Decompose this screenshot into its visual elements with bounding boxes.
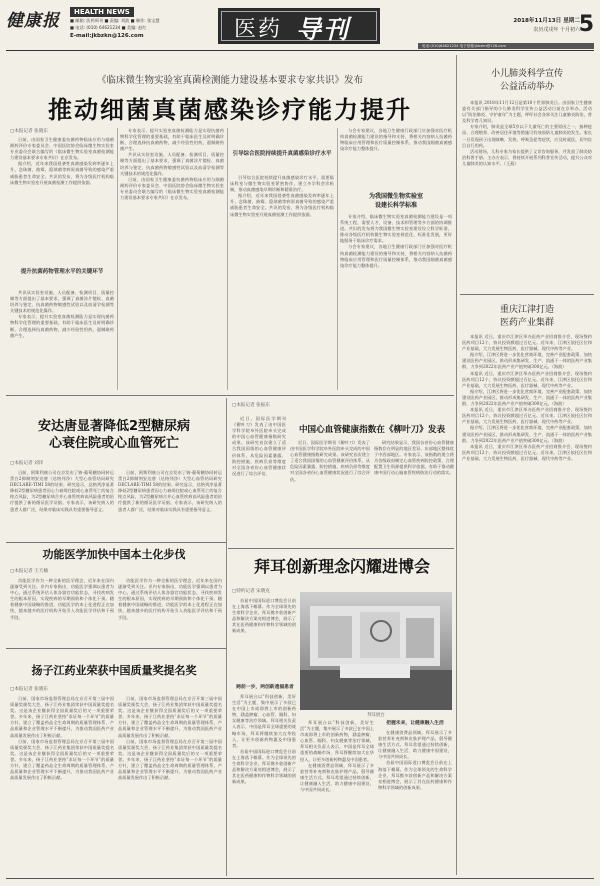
yangzi-paragraph: 日前，国家市场监督管理总局在京召开第三届中国质量奖颁奖大会，扬子江药业集团荣获中国质量奖提名奖。这是该企业继获得全国质量奖后的又一项重要荣誉。多年来，扬子江药业坚持“求证每一个环节”的质量方针，建立了覆盖药品全生命周期的质量管理体系，产品质量和企业管理水平不断提升，为推动我国医药产业高质量发展作出了积极贡献。 xyxy=(118,696,222,738)
header-strip xyxy=(418,43,594,49)
booth-counter xyxy=(340,664,410,678)
date-block xyxy=(468,12,594,42)
jiangjin-paragraph: 本报讯 近日，重庆市江津区举办医药产业招商推介会，现场签约医药项目12个，协议投资额超过百亿元。近年来，江津区依托区位和产业基础，大力发展生物医药、医疗器械、现代中药等产业。 xyxy=(462,443,592,461)
microbio-paragraph: 专家介绍，临床微生物实验室真菌检测能力建设是一项系统工程，需要人才、设备、技术和管理等多方面的协调推进。共识的发布将为我国微生物实验室建设设立科学标准，推动各级医疗机构微生物实验室规范化、标准化发展，更好地服务于临床诊疗需求。 xyxy=(340,214,452,244)
jiangjin-paragraph: 本报讯 近日，重庆市江津区举办医药产业招商推介会，现场签约医药项目12个，协议投资额超过百亿元。近年来，江津区依托区位和产业基础，大力发展生物医药、医疗器械、现代中药等产业。 xyxy=(462,407,592,425)
yangzi-col-1 xyxy=(10,696,114,876)
knowledge-col-2 xyxy=(118,578,222,646)
bayer-subhead-2: 把握未来，让健康融入生活 xyxy=(386,721,444,726)
masthead-block xyxy=(6,4,160,46)
booth-panel xyxy=(406,618,434,658)
main-paragraph: 与会专家建议，各地卫生健康行政部门应加强对医疗机构真菌检测能力建设的指导和支持，将相关内容纳入抗菌药物临床应用管理和医疗质量控制体系，推动我国细菌真菌感染诊疗能力整体提升。 xyxy=(340,244,452,268)
section-title-guide: 导刊 xyxy=(296,15,351,44)
main-pretitle: 《临床微生物实验室真菌检测能力建设基本要求专家共识》发布 xyxy=(96,75,363,86)
pneumonia-paragraph: 专家介绍，肺炎是全球5岁以下儿童死亡的主要原因之一，接种疫苗、合理喂养、改善居住环境等措施可有效预防儿童肺炎的发生。家长一旦发现孩子出现咳嗽、发热、呼吸急促等症状，应及时就医，切勿盲目自行用药。 xyxy=(462,124,592,148)
jiangjin-title-line1: 重庆江津打造 xyxy=(499,305,554,315)
index-title: 中国心血管健康指数在《柳叶刀》发表 xyxy=(298,425,446,435)
main-subhead-1: 提升抗菌药物管理水平的关键环节 xyxy=(20,269,104,275)
main-paragraph: 日前，由国家卫生健康委抗菌药物临床应用与细菌耐药评价专家委员会、中国医院协会临床微生物实验室专业委员会联合编写的《临床微生物实验室真菌检测能力建设基本要求专家共识》在京发布。 xyxy=(120,176,224,201)
lunar-date: 农历戊戌年 十月初六 xyxy=(533,27,580,33)
antidiabetic-col-1 xyxy=(10,470,114,540)
main-paragraph: 专家表示，提升实验室真菌检测能力是实现抗菌药物科学化管理的重要基础，有助于临床医生及时明确诊断，合理选择抗真菌药物，减少经验性用药，遏制耐药菌产生。 xyxy=(10,314,114,338)
right-title-1 xyxy=(460,68,594,94)
jiangjin-paragraph: 据介绍，江津区将进一步优化营商环境，完善产业配套政策，加快建设医药产业园区，推动形成集研发、生产、流通于一体的医药产业集群，力争到2022年医药产业产值突破300亿元。（海波） xyxy=(462,388,592,407)
right-body-2 xyxy=(462,334,592,874)
bayer-subhead-1: 跨前一步，两创新遗福患者 xyxy=(236,685,294,690)
knowledge-byline: □本报记者 王天楠 xyxy=(10,569,48,574)
masthead-logo: 健康报 xyxy=(6,11,60,31)
main-paragraph: 共识从实验室设施、人员配备、检测项目、质量控制等方面提出了基本要求，强调了真菌涂片镜检、真菌培养与鉴定、抗真菌药物敏感性试验以及血清学检测等关键技术的规范化操作。 xyxy=(10,290,114,314)
index-paragraph: 近日，国际医学期刊《柳叶刀》发表了由中国医学科学院阜外医院牵头完成的中国心血管健康指数研究成果。该研究首次建立了适合我国国情的心血管健康评价体系，从危险因素暴露、防控措施、疾病负担等维度对全国各省份心血管健康状况进行了综合评估。 xyxy=(232,416,286,476)
antidiabetic-title-line2: 心衰住院或心血管死亡 xyxy=(48,436,179,451)
page-number: 5 xyxy=(578,12,594,37)
microbio-title xyxy=(340,192,452,210)
bayer-paragraph: 在健康消费品领域，拜耳展示了多款营养补充剂和皮肤护理产品，倡导健康生活方式。拜耳希望通过持续创新，让健康融入生活，助力健康中国建设，与中国共同成长。 xyxy=(378,730,452,760)
booth-panel xyxy=(318,616,352,658)
yangzi-title: 扬子江药业荣获中国质量奖提名奖 xyxy=(31,664,197,677)
antidiabetic-title-line1: 安达唐显著降低2型糖尿病 xyxy=(37,419,191,434)
bayer-col-1b xyxy=(232,694,296,876)
meta-line-2: ■ 电话: (010) 64621234 ■ 美编: 赵红 xyxy=(70,25,147,30)
main-col-2 xyxy=(120,128,224,390)
main-paragraph: 专家表示，提升实验室真菌检测能力是实现抗菌药物科学化管理的重要基础，有助于临床医生及时明确诊断，合理选择抗真菌药物，减少经验性用药，遏制耐药菌产生。 xyxy=(120,128,224,152)
antidiabetic-byline: □本报记者 刘洋 xyxy=(10,461,44,466)
bayer-paragraph: 拜耳展台以“科技创新，美好生活”为主题，集中展示了多款已在中国上市或即将上市的创新药物，涵盖肿瘤、心血管、眼科、妇女健康等治疗领域。拜耳相关负责人表示，中国是拜耳全球重要的战略市场，拜耳将继续加大在华投入，让更多创新药物惠及中国患者。 xyxy=(232,694,296,748)
meta-line-1: ■ 邮箱: 医药周刊 ■ 责编: 刘波 ■ 制作: 张宝慧 xyxy=(70,18,160,23)
main-subhead-2: 引导综合医院持续提升真菌感染诊疗水平 xyxy=(232,151,332,157)
main-byline: □本报记者 张晓东 xyxy=(10,129,48,134)
section-title-box xyxy=(218,8,380,44)
yangzi-paragraph: 日前，国家市场监督管理总局在京召开第三届中国质量奖颁奖大会，扬子江药业集团荣获中国质量奖提名奖。这是该企业继获得全国质量奖后的又一项重要荣誉。多年来，扬子江药业坚持“求证每一个环节”的质量方针，建立了覆盖药品全生命周期的质量管理体系，产品质量和企业管理水平不断提升，为推动我国医药产业高质量发展作出了积极贡献。 xyxy=(10,696,114,738)
section-title-medicine: 医药 xyxy=(234,17,283,42)
main-paragraph: 与会专家建议，各地卫生健康行政部门应加强对医疗机构真菌检测能力建设的指导和支持，将相关内容纳入抗菌药物临床应用管理和医疗质量控制体系，推动我国细菌真菌感染诊疗能力整体提升。 xyxy=(340,128,452,152)
main-col-4 xyxy=(340,128,452,188)
bayer-logo-icon xyxy=(370,620,392,642)
index-byline: □本报记者 张振东 xyxy=(232,403,270,408)
bayer-title: 拜耳创新理念闪耀进博会 xyxy=(253,557,430,576)
jiangjin-paragraph: 据介绍，江津区将进一步优化营商环境，完善产业配套政策，加快建设医药产业园区，推动形成集研发、生产、流通于一体的医药产业集群，力争到2022年医药产业产值突破300亿元。（海波） xyxy=(462,425,592,443)
jiangjin-title-line2: 医药产业集群 xyxy=(499,318,554,328)
jiangjin-paragraph: 据介绍，江津区将进一步优化营商环境，完善产业配套政策，加快建设医药产业园区，推动形成集研发、生产、流通于一体的医药产业集群，力争到2022年医药产业产值突破300亿元。（海波） xyxy=(462,352,592,370)
index-col-2 xyxy=(290,440,370,546)
main-col-1b xyxy=(10,290,114,390)
pneumonia-paragraph: 活动现场，儿科专家为家长提供了义诊咨询服务，并发放了肺炎防治科普手册。主办方表示，将持续开展系列科普宣传活动，提升公众对儿童肺炎的认知水平。（王燕） xyxy=(462,148,592,166)
bayer-paragraph: 首届中国国际进口博览会日前在上海落下帷幕。作为全球领先的生命科学企业，拜耳携多款创新产品和解决方案亮相进博会，展示了其在医药健康和作物科学领域的创新成果。 xyxy=(232,598,296,634)
index-paragraph: 近日，国际医学期刊《柳叶刀》发表了由中国医学科学院阜外医院牵头完成的中国心血管健康指数研究成果。该研究首次建立了适合我国国情的心血管健康评价体系，从危险因素暴露、防控措施、疾病负担等维度对全国各省份心血管健康状况进行了综合评估。 xyxy=(290,440,370,482)
bayer-col-1 xyxy=(232,598,296,682)
right-title-2 xyxy=(460,304,594,330)
antidiabetic-col-2 xyxy=(118,470,222,540)
bayer-booth-photo xyxy=(300,592,452,710)
bayer-col-3 xyxy=(378,730,452,876)
bayer-byline: □特约记者 宋晓克 xyxy=(232,589,270,594)
header-rule xyxy=(6,50,594,51)
main-col-3 xyxy=(230,175,334,390)
microbio-title-line1: 为我国微生物实验室 xyxy=(368,193,423,200)
jiangjin-paragraph: 本报讯 近日，重庆市江津区举办医药产业招商推介会，现场签约医药项目12个，协议投资额超过百亿元。近年来，江津区依托区位和产业基础，大力发展生物医药、医疗器械、现代中药等产业。 xyxy=(462,334,592,352)
bayer-paragraph: 在健康消费品领域，拜耳展示了多款营养补充剂和皮肤护理产品，倡导健康生活方式。拜耳希望通过持续创新，让健康融入生活，助力健康中国建设，与中国共同成长。 xyxy=(300,762,374,793)
issue-date: 2018年11月13日 星期二 xyxy=(513,18,580,24)
main-paragraph: 日前，由国家卫生健康委抗菌药物临床应用与细菌耐药评价专家委员会、中国医院协会临床微生物实验室专业委员会联合编写的《临床微生物实验室真菌检测能力建设基本要求专家共识》在京发布。 xyxy=(10,137,114,161)
yangzi-paragraph: 日前，国家市场监督管理总局在京召开第三届中国质量奖颁奖大会，扬子江药业集团荣获中国质量奖提名奖。这是该企业继获得全国质量奖后的又一项重要荣誉。多年来，扬子江药业坚持“求证每一个环节”的质量方针，建立了覆盖药品全生命周期的质量管理体系，产品质量和企业管理水平不断提升，为推动我国医药产业高质量发展作出了积极贡献。 xyxy=(118,738,222,781)
right-body-1 xyxy=(462,100,592,290)
main-col-1 xyxy=(10,137,114,267)
antidiabetic-paragraph: 日前，阿斯利康公司在京发布了钠-葡萄糖协同转运蛋白2抑制剂安达唐（达格列净）大型心血管结局研究DECLARE-TIMI 58的结果。研究显示，达格列净显著降低2型糖尿病患者因心力衰竭住院或心血管死亡的复合终点风险，为2型糖尿病合并心血管疾病高风险患者的治疗提供了新的循证医学证据。专家表示，该研究纳入的患者人群广泛，结果对临床实践具有重要指导意义。 xyxy=(10,470,114,512)
knowledge-paragraph: 功能医学作为一种全新的医学理念，近年来在国内逐渐受到关注。业内专家指出，功能医学强调以患者为中心，通过系统评估人体各器官功能状态，寻找疾病发生的根本原因，实现疾病的早期预防和个体化干预。随着健康中国战略的推进，功能医学的本土化进程正在加快，越来越多的医疗机构开始引入功能医学评估和干预手段。 xyxy=(10,578,114,620)
english-label: HEALTH NEWS xyxy=(70,7,134,17)
yangzi-col-2 xyxy=(118,696,222,876)
knowledge-col-1 xyxy=(10,578,114,646)
main-paragraph: 据介绍，近年来我国侵袭性真菌感染发病率逐年上升，念珠菌、曲霉、隐球菌等病原真菌导致的感染严重威胁患者生命安全。共识的发布，将为各级医疗机构临床微生物实验室开展真菌检测工作提供依据。 xyxy=(10,161,114,185)
index-col-3 xyxy=(374,440,454,546)
pneumonia-title-line1: 小儿肺炎科学宣传 xyxy=(490,69,563,79)
antidiabetic-title xyxy=(8,418,220,452)
main-paragraph: 据介绍，近年来我国侵袭性真菌感染发病率逐年上升，念珠菌、曲霉、隐球菌等病原真菌导致的感染严重威胁患者生命安全。共识的发布，将为各级医疗机构临床微生物实验室开展真菌检测工作提供依据。 xyxy=(230,193,334,217)
header-strip-text: 电话:(010)64621234 电子信箱:jkbzkn@126.com xyxy=(422,44,506,48)
bayer-paragraph: 首届中国国际进口博览会日前在上海落下帷幕。作为全球领先的生命科学企业，拜耳携多款创新产品和解决方案亮相进博会，展示了其在医药健康和作物科学领域的创新成果。 xyxy=(378,760,452,790)
microbio-title-line2: 设建长科学标准 xyxy=(374,202,417,209)
pneumonia-paragraph: 本报讯 2018年11月12日是第10个世界肺炎日。由国家卫生健康委有关部门指导的小儿肺炎科学宣传公益活动日前在京举办。活动以“防治肺炎、守护童年”为主题，呼吁社会各界关注儿童肺炎防治，普及科学育儿知识。 xyxy=(462,100,592,124)
pneumonia-title-line2: 公益活动举办 xyxy=(499,82,554,92)
index-col-1 xyxy=(232,416,286,546)
knowledge-paragraph: 功能医学作为一种全新的医学理念，近年来在国内逐渐受到关注。业内专家指出，功能医学强调以患者为中心，通过系统评估人体各器官功能状态，寻找疾病发生的根本原因，实现疾病的早期预防和个体化干预。随着健康中国战略的推进，功能医学的本土化进程正在加快，越来越多的医疗机构开始引入功能医学评估和干预手段。 xyxy=(118,578,222,620)
antidiabetic-paragraph: 日前，阿斯利康公司在京发布了钠-葡萄糖协同转运蛋白2抑制剂安达唐（达格列净）大型心血管结局研究DECLARE-TIMI 58的结果。研究显示，达格列净显著降低2型糖尿病患者因心力衰竭住院或心血管死亡的复合终点风险，为2型糖尿病合并心血管疾病高风险患者的治疗提供了新的循证医学证据。专家表示，该研究纳入的患者人群广泛，结果对临床实践具有重要指导意义。 xyxy=(118,470,222,512)
bayer-photo-caption: 拜耳展台 xyxy=(367,713,385,718)
jiangjin-paragraph: 本报讯 近日，重庆市江津区举办医药产业招商推介会，现场签约医药项目12个，协议投资额超过百亿元。近年来，江津区依托区位和产业基础，大力发展生物医药、医疗器械、现代中药等产业。 xyxy=(462,370,592,388)
main-paragraph: 引导综合医院持续提升真菌感染诊疗水平，需要临床科室与微生物实验室紧密协作，建立多学科会诊机制，推动真菌感染早期诊断和精准治疗。 xyxy=(230,175,334,193)
bayer-col-2 xyxy=(300,720,374,876)
bayer-paragraph: 拜耳展台以“科技创新，美好生活”为主题，集中展示了多款已在中国上市或即将上市的创新药物，涵盖肿瘤、心血管、眼科、妇女健康等治疗领域。拜耳相关负责人表示，中国是拜耳全球重要的战略市场，拜耳将继续加大在华投入，让更多创新药物惠及中国患者。 xyxy=(300,720,374,762)
main-paragraph: 共识从实验室设施、人员配备、检测项目、质量控制等方面提出了基本要求，强调了真菌涂片镜检、真菌培养与鉴定、抗真菌药物敏感性试验以及血清学检测等关键技术的规范化操作。 xyxy=(120,152,224,176)
bayer-paragraph: 首届中国国际进口博览会日前在上海落下帷幕。作为全球领先的生命科学企业，拜耳携多款创新产品和解决方案亮相进博会，展示了其在医药健康和作物科学领域的创新成果。 xyxy=(232,748,296,785)
yangzi-byline: □本报记者 张晓东 xyxy=(10,687,48,692)
yangzi-paragraph: 日前，国家市场监督管理总局在京召开第三届中国质量奖颁奖大会，扬子江药业集团荣获中国质量奖提名奖。这是该企业继获得全国质量奖后的又一项重要荣誉。多年来，扬子江药业坚持“求证每一个环节”的质量方针，建立了覆盖药品全生命周期的质量管理体系，产品质量和企业管理水平不断提升，为推动我国医药产业高质量发展作出了积极贡献。 xyxy=(10,738,114,781)
main-headline: 推动细菌真菌感染诊疗能力提升 xyxy=(48,96,412,124)
microbio-body xyxy=(340,214,452,390)
index-paragraph: 研究结果显示，我国各省份心血管健康指数存在明显的地区差异，东部地区整体优于中西部地区。专家表示，该指数的建立将为各级政府制定心血管疾病防控政策、合理配置卫生资源提供科学依据，有助于推动健康中国行动心脑血管疾病防治行动的落实。 xyxy=(374,440,454,476)
knowledge-title: 功能医学加快中国本土化步伐 xyxy=(42,548,186,561)
editor-email: E-mail:jkbzkn@126.com xyxy=(70,33,144,39)
